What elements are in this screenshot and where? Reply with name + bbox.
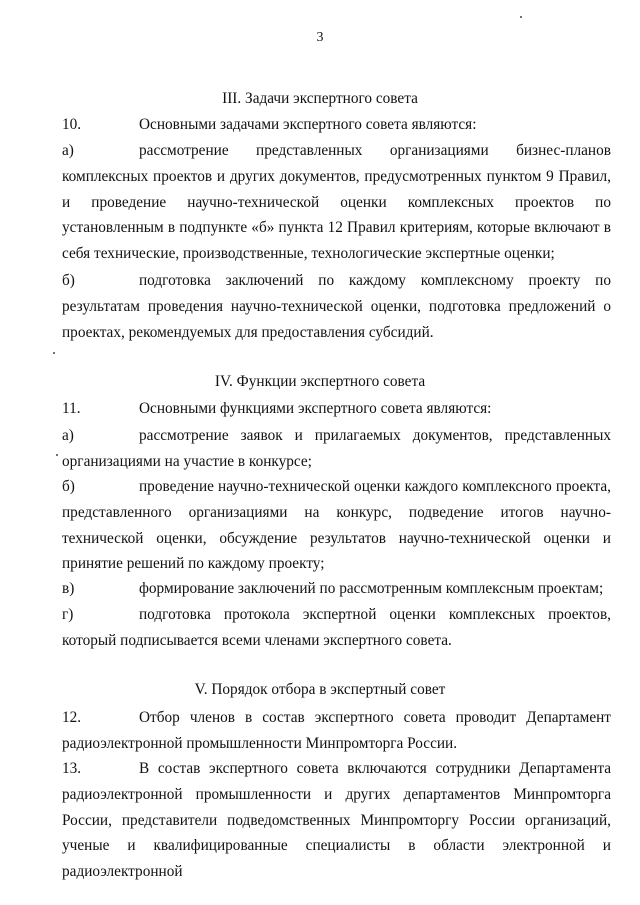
- paragraph-text: Отбор членов в состав экспертного совета проводит Департамент радиоэлектронной промышленности Минпромторга России.: [62, 709, 611, 752]
- paragraph-marker: 13.: [62, 760, 82, 777]
- paragraph-marker: 10.: [62, 116, 82, 133]
- paragraph-text: формирование заключений по рассмотренным комплексным проектам;: [139, 580, 604, 597]
- paragraph-text: проведение научно-технической оценки каждого комплексного проекта, представленного организациями на конкурс, подведение итогов научно-технической оценки, обсуждение результатов научно-технической оценки и принятие решений по каждому проекту;: [62, 478, 611, 573]
- paragraph-10a: [62, 138, 611, 267]
- paragraph-text: рассмотрение представленных организациями бизнес-планов комплексных проектов и других документов, предусмотренных пунктом 9 Правил, и проведение научно-технической оценки комплексных проектов по установленным в подпункте «б» пункта 12 Правил критериям, которые включают в себя технические, производственные, технологические экспертные оценки;: [62, 142, 611, 263]
- paragraph-11: [62, 396, 611, 422]
- paragraph-13: [62, 756, 611, 885]
- paragraph-text: Основными функциями экспертного совета являются:: [139, 400, 492, 417]
- paragraph-11v: [62, 576, 611, 602]
- scan-speck: [56, 454, 58, 456]
- paragraph-text: подготовка заключений по каждому комплексному проекту по результатам проведения научно-технической оценки, подготовка предложений о проектах, рекомендуемых для предоставления субсидий.: [62, 272, 611, 341]
- paragraph-marker: б): [62, 478, 75, 495]
- paragraph-marker: 11.: [62, 400, 81, 417]
- paragraph-marker: 12.: [62, 709, 82, 726]
- page-number: 3: [316, 30, 324, 45]
- paragraph-text: Основными задачами экспертного совета являются:: [139, 116, 477, 133]
- paragraph-11a: [62, 423, 611, 475]
- scan-speck: [520, 16, 522, 18]
- paragraph-marker: в): [62, 580, 75, 597]
- scan-speck: [53, 352, 55, 354]
- paragraph-12: [62, 705, 611, 757]
- section-5-title: V. Порядок отбора в экспертный совет: [194, 681, 446, 698]
- paragraph-text: В состав экспертного совета включаются сотрудники Департамента радиоэлектронной промышленности и других департаментов Минпромторга России, представители подведомственных Минпромторгу России организаций, ученые и квалифицированные специалисты в области электронной и радиоэлектронной: [62, 760, 611, 881]
- paragraph-11b: [62, 474, 611, 577]
- section-3-title: III. Задачи экспертного совета: [222, 90, 418, 107]
- paragraph-text: подготовка протокола экспертной оценки комплексных проектов, который подписывается всеми членами экспертного совета.: [62, 606, 611, 649]
- paragraph-10: [62, 112, 611, 138]
- paragraph-11g: [62, 602, 611, 654]
- paragraph-marker: б): [62, 272, 75, 289]
- paragraph-marker: а): [62, 142, 74, 159]
- section-4-title: IV. Функции экспертного совета: [214, 373, 426, 390]
- paragraph-marker: г): [62, 606, 74, 623]
- paragraph-marker: а): [62, 427, 74, 444]
- paragraph-text: рассмотрение заявок и прилагаемых документов, представленных организациями на участие в конкурсе;: [62, 427, 611, 470]
- paragraph-10b: [62, 268, 611, 345]
